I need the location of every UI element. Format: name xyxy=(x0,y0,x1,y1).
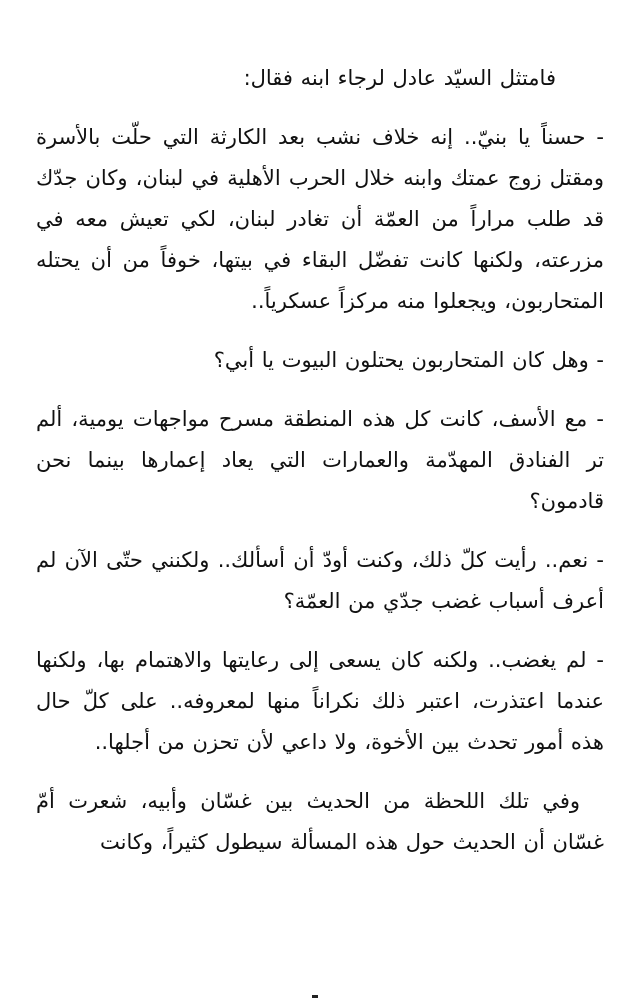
paragraph-father-describes-war: - مع الأسف، كانت كل هذه المنطقة مسرح مواجهات يومية، ألم تر الفنادق المهدّمة والعمارات التي يعاد إعمارها بينما نحن قادمون؟ xyxy=(36,407,604,513)
paragraph-father-explains-anger: - لم يغضب.. ولكنه كان يسعى إلى رعايتها والاهتمام بها، ولكنها عندما اعتذرت، اعتبر ذلك نكراناً منها لمعروفه.. على كلّ حال هذه أمور تحدث بين الأخوة، ولا داعي لأن تحزن من أجلها.. xyxy=(36,648,604,754)
paragraph-son-asks-occupation: - وهل كان المتحاربون يحتلون البيوت يا أبي؟ xyxy=(213,348,604,372)
page-number-mark xyxy=(312,995,318,998)
paragraph-intro: فامتثل السيّد عادل لرجاء ابنه فقال: xyxy=(243,66,556,90)
paragraph-narration: وفي تلك اللحظة من الحديث بين غسّان وأبيه، شعرت أمّ غسّان أن الحديث حول هذه المسألة سيطول كثيراً، وكانت xyxy=(36,789,604,854)
paragraph-father-explains: - حسناً يا بنيّ.. إنه خلاف نشب بعد الكارثة التي حلّت بالأسرة ومقتل زوج عمتك وابنه خلال الحرب الأهلية في لبنان، وكان جدّك قد طلب مراراً من العمّة أن تغادر لبنان، لكي تعيش معه في مزرعته، ولكنها كانت تفضّل البقاء في بيتها، خوفاً من أن يحتله المتحاربون، ويجعلوا منه مركزاً عسكرياً.. xyxy=(36,125,604,313)
paragraph-son-asks-anger: - نعم.. رأيت كلّ ذلك، وكنت أودّ أن أسألك.. ولكنني حتّى الآن لم أعرف أسباب غضب جدّي من العمّة؟ xyxy=(36,548,604,613)
